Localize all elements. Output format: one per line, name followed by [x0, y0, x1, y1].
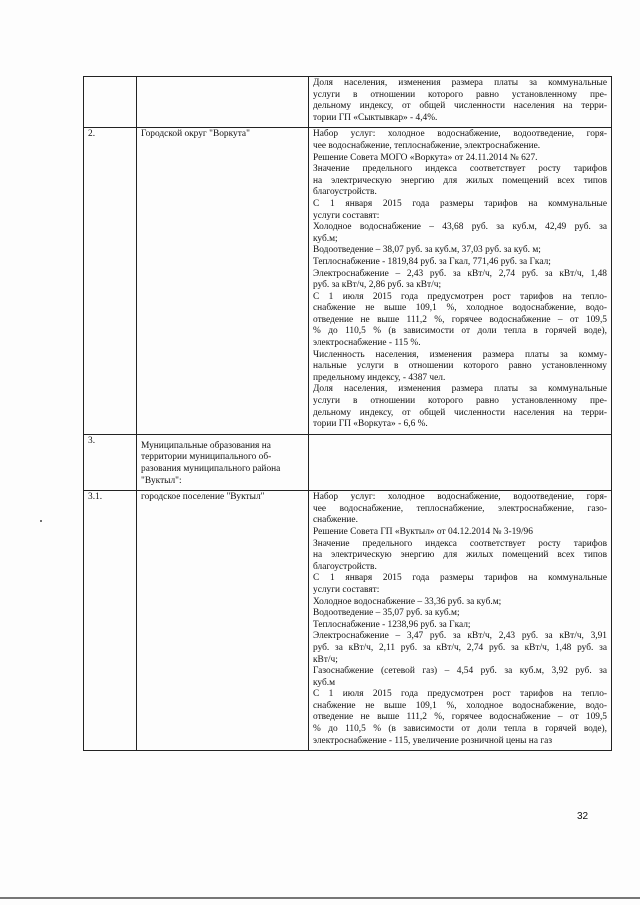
description-line: Значение предельного индекса соответствует росту тарифов [313, 164, 607, 175]
description-line: Холодное водоснабжение – 33,36 руб. за куб.м; [313, 596, 502, 607]
row-number [84, 77, 137, 128]
tariff-description [309, 128, 612, 434]
description-line: Значение предельного индекса соответствует росту тарифов [313, 538, 607, 549]
tariff-description [309, 434, 612, 490]
description-line: куб.м [313, 677, 336, 688]
page-number: 32 [577, 811, 589, 822]
description-line: тории ГП «Воркута» - 6,6 %. [313, 419, 428, 430]
description-line: отведение не выше 111,2 %, горячее водоснабжение – от 109,5 [313, 712, 607, 723]
description-line: благоустройств. [313, 561, 377, 572]
description-line: Газоснабжение (сетевой газ) – 4,54 руб. за куб.м, 3,92 руб. за [313, 666, 607, 677]
description-line: Решение Совета МОГО «Воркута» от 24.11.2014 № 627. [313, 152, 538, 163]
tariff-description [309, 77, 612, 128]
description-line: С 1 июля 2015 года предусмотрен рост тарифов на тепло- [313, 689, 607, 700]
description-line: Набор услуг: холодное водоснабжение, водоотведение, горя- [313, 492, 607, 503]
description-line: дельному индексу, от общей численности населения на терри- [313, 407, 607, 418]
table-row [84, 434, 612, 490]
description-line: С 1 июля 2015 года предусмотрен рост тарифов на тепло- [313, 291, 607, 302]
description-line: благоустройств. [313, 187, 377, 198]
description-line: Набор услуг: холодное водоснабжение, водоотведение, горя- [313, 129, 607, 140]
description-line: Теплоснабжение - 1238,96 руб. за Гкал; [313, 619, 471, 630]
description-line: снабжение не выше 109,1 %, холодное водоснабжение, водо- [313, 700, 607, 711]
municipality-name: Городской округ "Воркута" [137, 128, 309, 434]
description-line: нальные услуги в отношении которого равно установленному [313, 361, 607, 372]
description-line: руб. за кВт/ч, 2,86 руб. за кВт/ч; [313, 280, 442, 291]
description-line: С 1 января 2015 года размеры тарифов на коммунальные [313, 573, 607, 584]
page-bottom-edge [0, 897, 640, 899]
municipality-name [137, 77, 309, 128]
description-line: Теплоснабжение - 1819,84 руб. за Гкал, 771,46 руб. за Гкал; [313, 256, 551, 267]
description-line: услуги составят: [313, 210, 380, 221]
row-number: 2. [84, 128, 137, 434]
description-line: на электрическую энергию для жилых помещений всех типов [313, 175, 607, 186]
table-row [84, 77, 612, 128]
tariff-description [309, 491, 612, 751]
row-number: 3.1. [84, 491, 137, 751]
tariff-table [83, 76, 612, 751]
description-line: электроснабжение - 115, увеличение розничной цены на газ [313, 735, 553, 746]
municipality-name: городское поселение "Вуктыл" [137, 491, 309, 751]
description-line: электроснабжение - 115 %. [313, 338, 421, 349]
description-line: отведение не выше 111,2 %, горячее водоснабжение – от 109,5 [313, 314, 607, 325]
description-line: Доля населения, изменения размера платы за коммунальные [313, 384, 607, 395]
description-line: снабжение не выше 109,1 %, холодное водоснабжение, водо- [313, 303, 607, 314]
description-line: Водоотведение – 38,07 руб. за куб.м, 37,03 руб. за куб. м; [313, 245, 541, 256]
description-line: Численность населения, изменения размера платы за комму- [313, 349, 607, 360]
description-line: руб. за кВт/ч, 2,11 руб. за кВт/ч, 2,74 руб. за кВт/ч, 1,48 руб. за [313, 642, 607, 653]
description-line: Доля населения, изменения размера платы за коммунальные [313, 78, 607, 88]
description-line: % до 110,5 % (в зависимости от доли тепла в горячей воде), [313, 326, 607, 337]
description-line: на электрическую энергию для жилых помещений всех типов [313, 550, 607, 561]
description-line: услуги в отношении которого равно установленному пре- [313, 396, 607, 407]
table-row [84, 128, 612, 434]
description-line: кВт/ч; [313, 654, 338, 665]
description-line: чее водоснабжение, теплоснабжение, электроснабжение, газо- [313, 503, 607, 514]
row-number: 3. [84, 434, 137, 490]
table-row [84, 491, 612, 751]
scan-speck [40, 520, 42, 522]
description-line: Решение Совета ГП «Вуктыл» от 04.12.2014 № 3-19/96 [313, 526, 533, 537]
description-line: тории ГП «Сыктывкар» - 4,4%. [313, 112, 438, 123]
description-line: % до 110,5 % (в зависимости от доли тепла в горячей воде), [313, 724, 607, 735]
description-line: куб.м; [313, 233, 338, 244]
description-line: чее водоснабжение, теплоснабжение, электроснабжение. [313, 140, 541, 151]
description-line: дельному индексу, от общей численности населения на терри- [313, 101, 607, 112]
description-line: Электроснабжение – 2,43 руб. за кВт/ч, 2,74 руб. за кВт/ч, 1,48 [313, 268, 607, 279]
description-line: предельному индексу, - 4387 чел. [313, 372, 446, 383]
description-line: услуги в отношении которого равно установленному пре- [313, 89, 607, 100]
description-line: С 1 января 2015 года размеры тарифов на коммунальные [313, 198, 607, 209]
description-line: снабжение. [313, 515, 358, 526]
description-line: услуги составят: [313, 584, 380, 595]
description-line: Электроснабжение – 3,47 руб. за кВт/ч, 2,43 руб. за кВт/ч, 3,91 [313, 631, 607, 642]
description-line: Водоотведение – 35,07 руб. за куб.м; [313, 608, 460, 619]
municipality-name: Муниципальные образования на территории муниципального об-разования муниципального района "Вуктыл": [137, 434, 309, 490]
description-line: Холодное водоснабжение – 43,68 руб. за куб.м, 42,49 руб. за [313, 222, 607, 233]
